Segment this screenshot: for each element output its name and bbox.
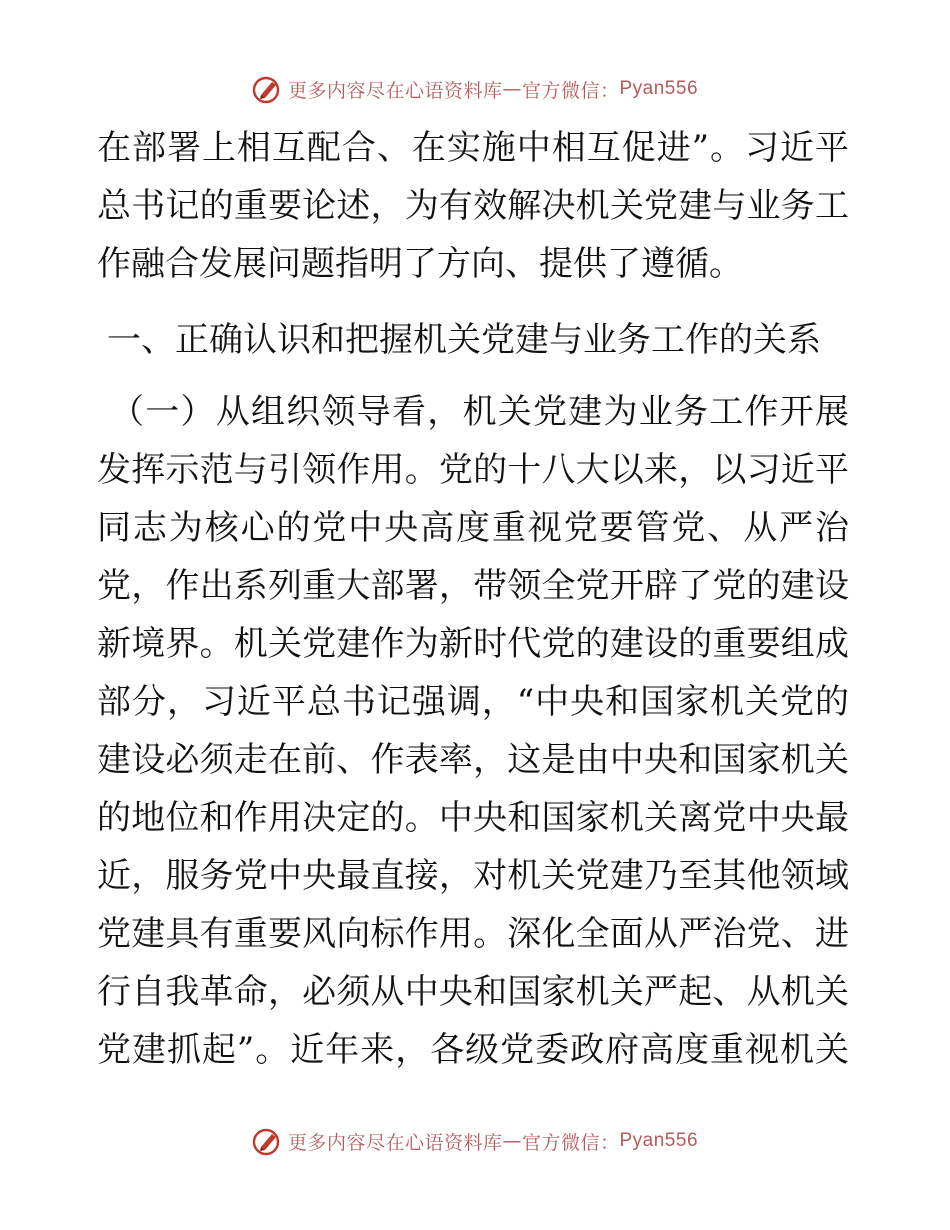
text-line: 的地位和作用决定的。中央和国家机关离党中央最 [97,798,849,838]
watermark-brand: 更多内容尽在心语资料库 [287,1131,503,1154]
watermark-contact-label: 官方微信： [521,1131,620,1154]
watermark-dash: — [502,78,522,100]
text-line: 党，作出系列重大部署，带领全党开辟了党的建设 [97,566,849,606]
watermark-contact-label: 官方微信： [521,79,620,102]
text-line: 作融合发展问题指明了方向、提供了遵循。 [97,244,743,284]
watermark-contact-id: Pyan556 [619,1130,699,1151]
text-line: 总书记的重要论述，为有效解决机关党建与业务工 [97,186,849,226]
text-line: 同志为核心的党中央高度重视党要管党、从严治 [97,508,849,548]
watermark-dash: — [502,1130,522,1152]
section-heading: 一、正确认识和把握机关党建与业务工作的关系 [107,320,821,360]
watermark-brand: 更多内容尽在心语资料库 [287,79,503,102]
text-line: 新境界。机关党建作为新时代党的建设的重要组成 [97,624,849,664]
watermark-contact-id: Pyan556 [619,78,699,99]
subsection-heading: （一）从组织领导看，机关党建为业务工作开展 [110,392,849,432]
text-line: 部分，习近平总书记强调，“中央和国家机关党的 [97,682,849,722]
text-line: 行自我革命，必须从中央和国家机关严起、从机关 [97,972,849,1012]
pen-logo-icon [252,74,282,104]
text-line: 建设必须走在前、作表率，这是由中央和国家机关 [97,740,849,780]
text-line: 党建抓起”。近年来，各级党委政府高度重视机关 [97,1030,849,1070]
footer-watermark [0,1126,950,1156]
text-line: 在部署上相互配合、在实施中相互促进”。习近平 [97,128,849,168]
header-watermark [0,74,950,104]
text-line: 发挥示范与引领作用。党的十八大以来，以习近平 [97,450,849,490]
text-line: 党建具有重要风向标作用。深化全面从严治党、进 [97,914,849,954]
text-line: 近，服务党中央最直接，对机关党建乃至其他领域 [97,856,849,896]
pen-logo-icon [252,1126,282,1156]
